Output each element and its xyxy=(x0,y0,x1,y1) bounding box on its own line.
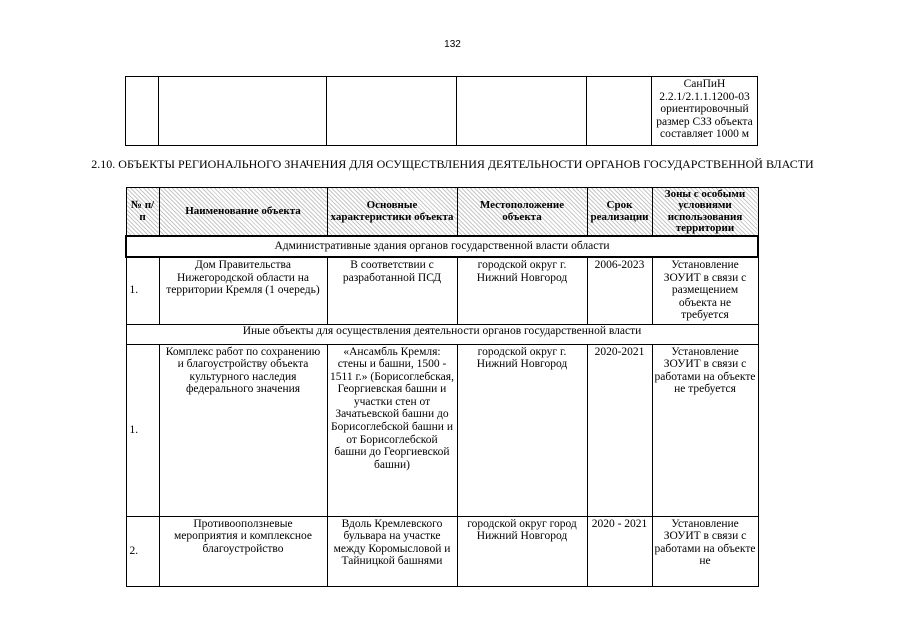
object-term: 2020-2021 xyxy=(587,344,652,516)
object-term: 2006-2023 xyxy=(587,257,652,324)
header-name: Наименование объекта xyxy=(159,188,327,237)
row-number: 2. xyxy=(126,516,159,586)
group-row xyxy=(126,324,758,344)
object-zones: Установление ЗОУИТ в связи с размещением объекта не требуется xyxy=(652,257,758,324)
continued-table xyxy=(125,76,758,146)
object-name: Противооползневые мероприятия и комплексное благоустройство xyxy=(159,516,327,586)
table-row xyxy=(126,516,758,586)
header-num: № п/п xyxy=(126,188,159,237)
object-zones: Установление ЗОУИТ в связи с работами на объекте не xyxy=(652,516,758,586)
table-row xyxy=(126,257,758,324)
group-title: Иные объекты для осуществления деятельности органов государственной власти xyxy=(126,324,758,344)
header-zones: Зоны с особыми условиями использования территории xyxy=(652,188,758,237)
continued-table-row xyxy=(126,77,758,146)
object-location: городской округ город Нижний Новгород xyxy=(457,516,587,586)
group-row xyxy=(126,236,758,257)
object-name: Комплекс работ по сохранению и благоустройству объекта культурного наследия федерального значения xyxy=(159,344,327,516)
object-characteristics: «Ансамбль Кремля: стены и башни, 1500 - 1511 г.» (Борисоглебская, Георгиевская башни и участки стен от Зачатьевской башни до Борисоглебской башни и от Борисоглебской башни до Георгиевской башни) xyxy=(327,344,457,516)
row-number: 1. xyxy=(126,344,159,516)
empty-cell xyxy=(587,77,652,146)
empty-cell xyxy=(159,77,327,146)
table-row xyxy=(126,344,758,516)
header-term: Срок реализации xyxy=(587,188,652,237)
object-characteristics: В соответствии с разработанной ПСД xyxy=(327,257,457,324)
object-location: городской округ г. Нижний Новгород xyxy=(457,257,587,324)
object-name: Дом Правительства Нижегородской области на территории Кремля (1 очередь) xyxy=(159,257,327,324)
empty-cell xyxy=(327,77,457,146)
sanpin-norm-cell: СанПиН 2.2.1/2.1.1.1200-03 ориентировочный размер СЗЗ объекта составляет 1000 м xyxy=(652,77,758,146)
row-number: 1. xyxy=(126,257,159,324)
header-location: Местоположение объекта xyxy=(457,188,587,237)
regional-objects-table xyxy=(125,187,759,587)
object-characteristics: Вдоль Кремлевского бульвара на участке между Коромысловой и Тайницкой башнями xyxy=(327,516,457,586)
empty-cell xyxy=(457,77,587,146)
object-location: городской округ г. Нижний Новгород xyxy=(457,344,587,516)
object-zones: Установление ЗОУИТ в связи с работами на объекте не требуется xyxy=(652,344,758,516)
group-title: Административные здания органов государственной власти области xyxy=(126,236,758,257)
empty-cell xyxy=(126,77,159,146)
page-number: 132 xyxy=(444,39,461,50)
header-characteristics: Основные характеристики объекта xyxy=(327,188,457,237)
section-title: 2.10. ОБЪЕКТЫ РЕГИОНАЛЬНОГО ЗНАЧЕНИЯ ДЛЯ ОСУЩЕСТВЛЕНИЯ ДЕЯТЕЛЬНОСТИ ОРГАНОВ ГОСУДАРСТВЕННОЙ ВЛАСТИ xyxy=(91,157,814,171)
table-header-row xyxy=(126,188,758,237)
object-term: 2020 - 2021 xyxy=(587,516,652,586)
